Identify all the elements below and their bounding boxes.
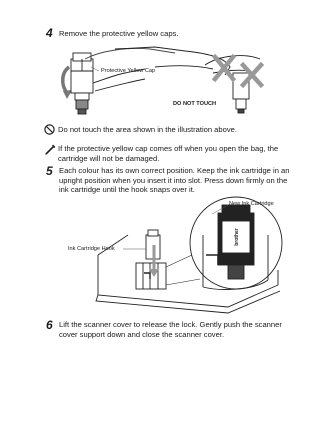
step-5-text: Each colour has its own correct position. Keep the ink cartridge in an upright position when you insert it into slot. Press down firmly on the ink cartridge until the hook snaps over it. — [59, 166, 290, 195]
note-text: If the protective yellow cap comes off when you open the bag, the cartridge will not be damaged. — [58, 144, 279, 163]
brand-text: brother — [234, 228, 240, 246]
step-6-number: 6 — [46, 318, 53, 332]
step-4-number: 4 — [46, 26, 53, 40]
do-not-touch-label: DO NOT TOUCH — [173, 101, 217, 107]
cartridge-hook-label: Ink Cartridge Hook — [68, 246, 115, 252]
step-6-text: Lift the scanner cover to release the lock. Gently push the scanner cover support down and close the scanner cover. — [59, 320, 282, 339]
protective-cap-label: Protective Yellow Cap — [101, 68, 156, 74]
step-4-text: Remove the protective yellow caps. — [59, 29, 179, 38]
warning-text: Do not touch the area shown in the illustration above. — [58, 125, 237, 134]
new-cartridge-label: New Ink Cartridge — [229, 201, 274, 207]
step-5-number: 5 — [46, 164, 53, 178]
